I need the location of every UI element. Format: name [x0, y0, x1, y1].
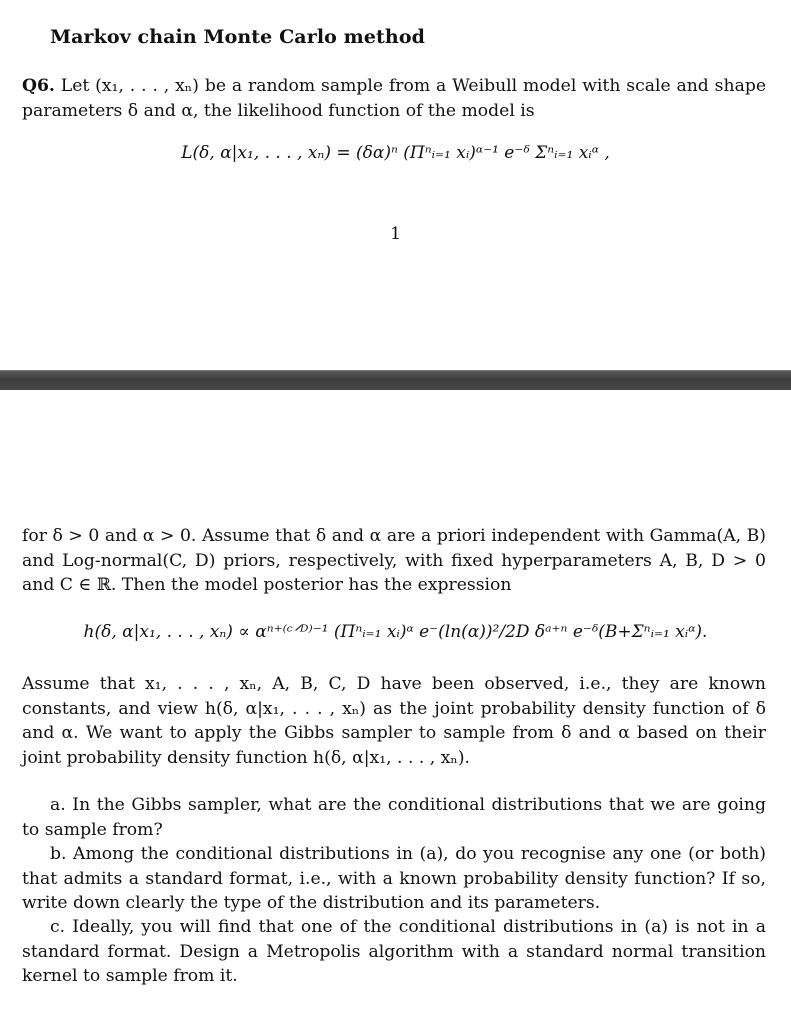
part-a: a. In the Gibbs sampler, what are the conditional distributions that we are going to sample from? — [22, 795, 766, 840]
question-label: Q6. — [22, 76, 55, 96]
page-number: 1 — [390, 224, 401, 244]
part-b: b. Among the conditional distributions in (a), do you recognise any one (or both) that admits a standard format, i.e., with a known probability density function? If so, write down clearly the type of the distribution and its parameters. — [22, 844, 766, 913]
likelihood-equation: L(δ, α|x₁, . . . , xₙ) = (δα)ⁿ (Πⁿᵢ₌₁ xᵢ)ᵅ⁻¹ e⁻ᵟ Σⁿᵢ₌₁ xᵢᵅ , — [181, 143, 610, 163]
continuation-paragraph: for δ > 0 and α > 0. Assume that δ and α are a priori independent with Gamma(A, B) and Log-normal(C, D) priors, respectively, with fixed hyperparameters A, B, D > 0 and C ∈ ℝ. Then the model posterior has the expression — [22, 526, 766, 595]
page-2 — [0, 390, 791, 1024]
assumption-paragraph: Assume that x₁, . . . , xₙ, A, B, C, D have been observed, i.e., they are known constants, and view h(δ, α|x₁, . . . , xₙ) as the joint probability density function of δ and α. We want to apply the Gibbs sampler to sample from δ and α based on their joint probability density function h(δ, α|x₁, . . . , xₙ). — [22, 674, 766, 768]
part-c: c. Ideally, you will find that one of the conditional distributions in (a) is not in a standard format. Design a Metropolis algorithm with a standard normal transition kernel to sample from it. — [22, 917, 766, 986]
section-title: Markov chain Monte Carlo method — [50, 26, 425, 48]
page-separator — [0, 370, 791, 392]
question-intro-text: Let (x₁, . . . , xₙ) be a random sample from a Weibull model with scale and shape parameters δ and α, the likelihood function of the model is — [22, 76, 766, 121]
page-1 — [0, 0, 791, 370]
posterior-equation: h(δ, α|x₁, . . . , xₙ) ∝ αⁿ⁺⁽ᶜᐟᴰ⁾⁻¹ (Πⁿᵢ₌₁ xᵢ)ᵅ e⁻(ln(α))²/2D δᵃ⁺ⁿ e⁻ᵟ(B+Σⁿᵢ₌₁ xᵢᵅ). — [83, 622, 708, 642]
question-intro-paragraph — [22, 74, 766, 123]
